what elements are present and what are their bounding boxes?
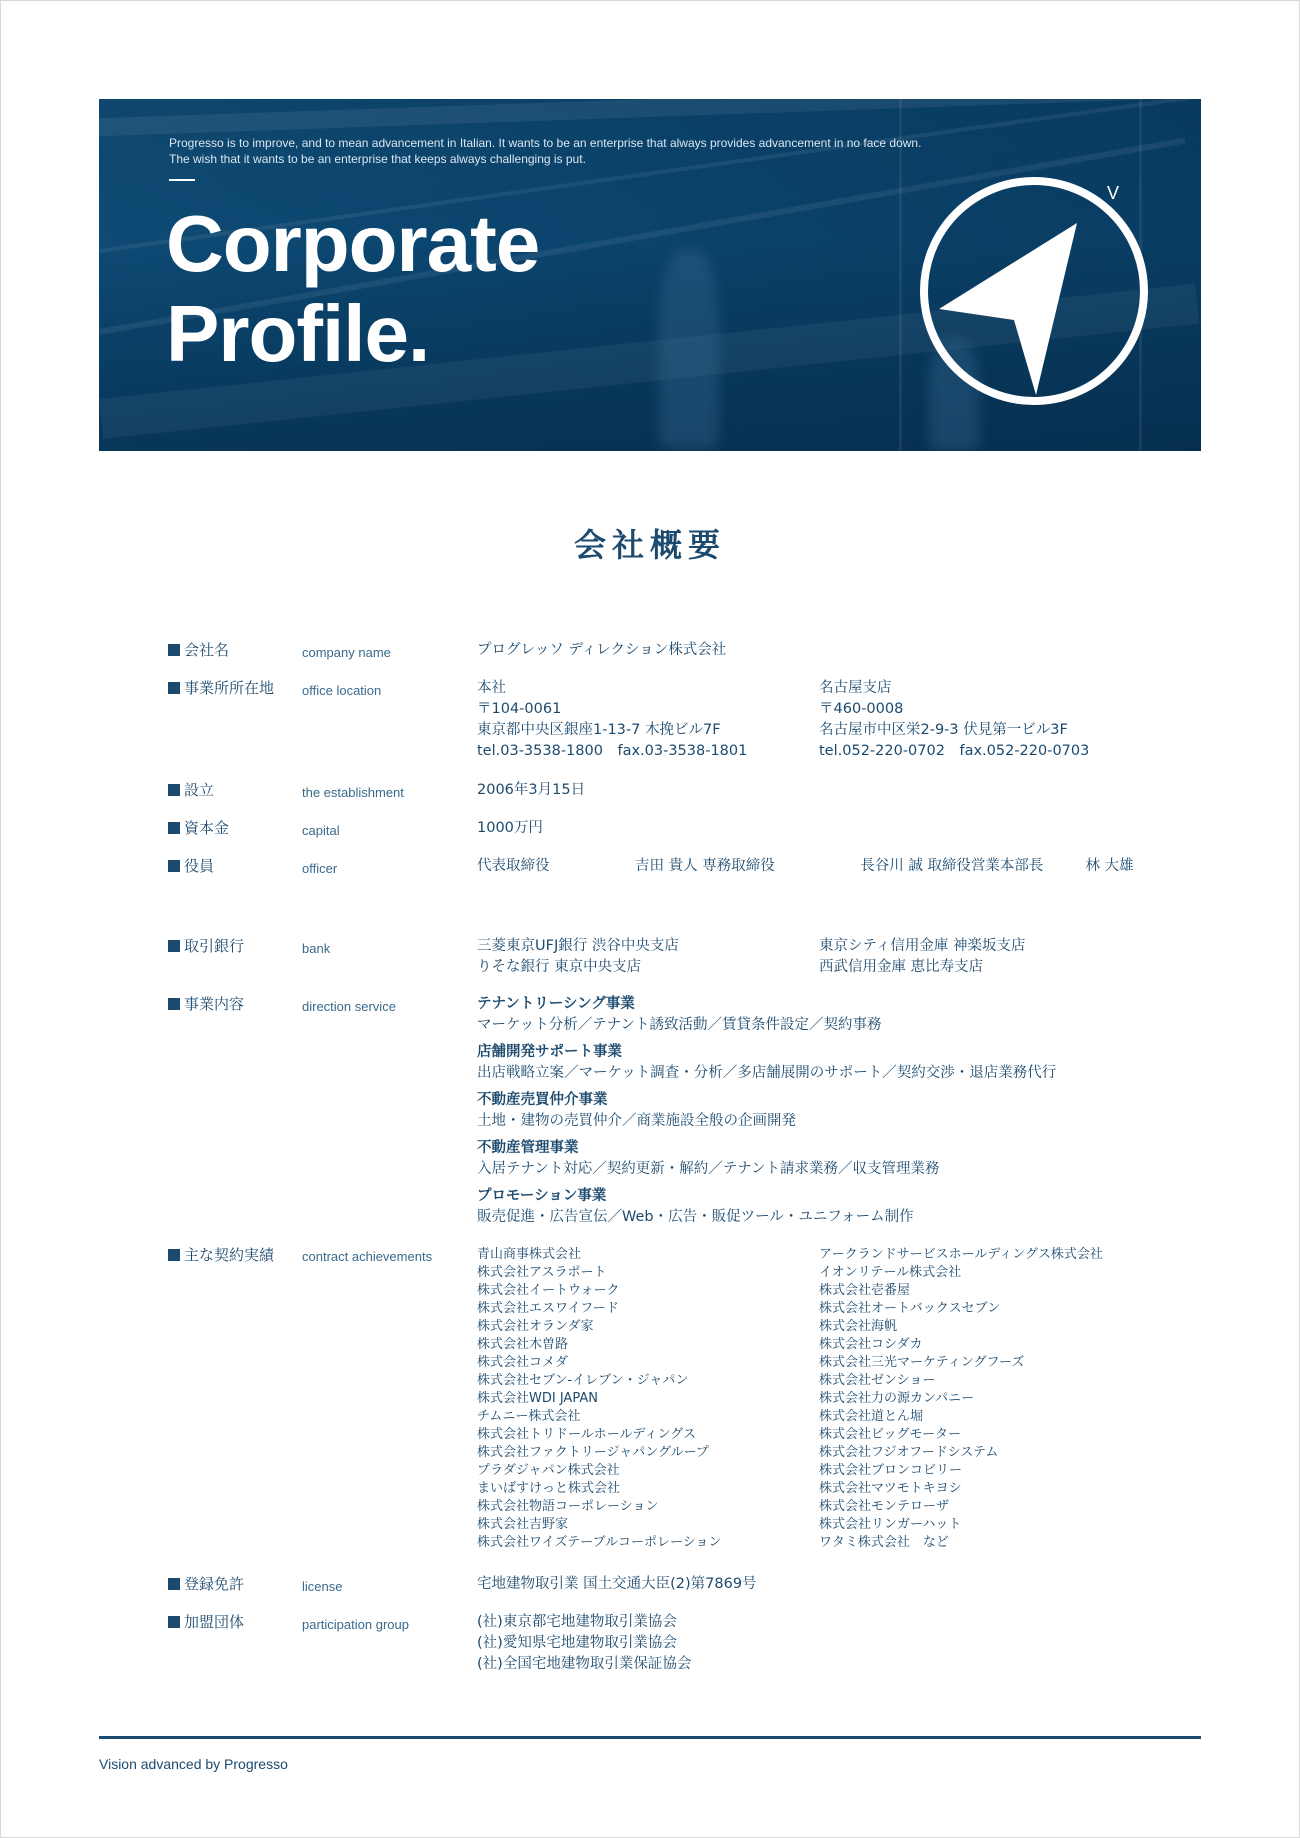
contract-item: アークランドサービスホールディングス株式会社 — [819, 1247, 1103, 1262]
service-list — [477, 994, 1056, 1234]
group-list — [477, 1612, 691, 1675]
footer-tagline: Vision advanced by Progresso — [99, 1756, 288, 1772]
contract-item: イオンリテール株式会社 — [819, 1265, 962, 1280]
service-desc: 出店戦略立案／マーケット調査・分析／多店舗展開のサポート／契約交渉・退店業務代行 — [477, 1065, 1057, 1081]
service-title: テナントリーシング事業 — [477, 996, 635, 1012]
contract-item: 株式会社ゼンショー — [819, 1373, 936, 1388]
contract-item: 株式会社木曽路 — [477, 1337, 569, 1352]
contract-item: 株式会社モンテローザ — [819, 1499, 950, 1514]
branch-office — [819, 678, 1089, 762]
service-desc: 土地・建物の売買仲介／商業施設全般の企画開発 — [477, 1113, 796, 1129]
compass-logo-icon — [914, 171, 1154, 411]
contract-item: 株式会社コシダカ — [819, 1337, 923, 1352]
bank-col1 — [477, 936, 679, 978]
contract-item: 株式会社フジオフードシステム — [819, 1445, 999, 1460]
row-label: 事業所所在地 — [168, 678, 274, 699]
row-label: 主な契約実績 — [168, 1246, 274, 1264]
row-label: 加盟団体 — [168, 1612, 244, 1633]
contract-item: 株式会社ブロンコビリー — [819, 1463, 963, 1478]
contract-item: 株式会社ビッグモーター — [819, 1427, 961, 1442]
officer-name: 吉田 貴人 — [635, 858, 698, 874]
office-zip: 〒104-0061 — [477, 701, 562, 717]
service-title: 不動産売買仲介事業 — [477, 1092, 608, 1108]
row-label: 役員 — [168, 856, 214, 877]
bank-col2 — [819, 936, 1025, 978]
contract-item: 株式会社エスワイフード — [477, 1301, 619, 1316]
intro-divider — [169, 179, 195, 181]
row-label-en: capital — [302, 823, 340, 838]
bank-item: りそな銀行 東京中央支店 — [477, 959, 642, 975]
row-label-en: officer — [302, 861, 338, 876]
officer-item — [477, 856, 698, 877]
officer-list — [477, 856, 1134, 877]
row-label: 資本金 — [168, 818, 229, 839]
row-label-en: office location — [302, 683, 382, 698]
office-zip: 〒460-0008 — [819, 701, 904, 717]
contract-item: 株式会社力の源カンパニー — [819, 1391, 975, 1406]
officer-item — [702, 856, 923, 877]
bank-item: 三菱東京UFJ銀行 渋谷中央支店 — [477, 938, 679, 954]
row-label: 事業内容 — [168, 994, 244, 1015]
contract-item: 青山商事株式会社 — [477, 1247, 582, 1262]
contract-item: 株式会社WDI JAPAN — [477, 1391, 598, 1406]
hero-title — [166, 199, 539, 379]
contract-item: 株式会社オートバックスセブン — [819, 1301, 1001, 1316]
contract-item: チムニー株式会社 — [477, 1409, 581, 1424]
officer-role: 専務取締役 — [702, 858, 775, 874]
group-item: (社)全国宅地建物取引業保証協会 — [477, 1656, 692, 1672]
contract-item: 株式会社イートウォーク — [477, 1283, 620, 1298]
contract-item: 株式会社オランダ家 — [477, 1319, 594, 1334]
footer-divider — [99, 1736, 1201, 1739]
officer-name: 長谷川 誠 — [860, 858, 923, 874]
contract-item: 株式会社壱番屋 — [819, 1283, 911, 1298]
contracts-col2 — [819, 1246, 1103, 1552]
row-label-en: company name — [302, 645, 391, 660]
contract-item: 株式会社ワイズテーブルコーポレーション — [477, 1535, 722, 1550]
contract-item: 株式会社コメダ — [477, 1355, 569, 1370]
contract-item: 株式会社道とん堀 — [819, 1409, 924, 1424]
established-value: 2006年3月15日 — [477, 782, 586, 798]
contract-item: まいばすけっと株式会社 — [477, 1481, 621, 1496]
bank-item: 西武信用金庫 恵比寿支店 — [819, 959, 984, 975]
row-label-en: direction service — [302, 999, 396, 1014]
service-desc: マーケット分析／テナント誘致活動／賃貸条件設定／契約事務 — [477, 1017, 882, 1033]
office-address: 東京都中央区銀座1-13-7 木挽ビル7F — [477, 722, 721, 738]
contract-item: 株式会社アスラポート — [477, 1265, 607, 1280]
office-address: 名古屋市中区栄2-9-3 伏見第一ビル3F — [819, 722, 1068, 738]
row-label: 取引銀行 — [168, 936, 244, 957]
service-desc: 販売促進・広告宣伝／Web・広告・販促ツール・ユニフォーム制作 — [477, 1209, 914, 1225]
office-name: 本社 — [477, 680, 506, 696]
contract-item: 株式会社トリドールホールディングス — [477, 1427, 697, 1442]
contract-item: 株式会社セブン-イレブン・ジャパン — [477, 1373, 689, 1388]
license-value: 宅地建物取引業 国土交通大臣(2)第7869号 — [477, 1576, 757, 1592]
section-title: 会社概要 — [573, 526, 726, 564]
contract-item: 株式会社マツモトキヨシ — [819, 1481, 962, 1496]
group-item: (社)愛知県宅地建物取引業協会 — [477, 1635, 677, 1651]
capital-value: 1000万円 — [477, 820, 543, 836]
service-desc: 入居テナント対応／契約更新・解約／テナント請求業務／収支管理業務 — [477, 1161, 940, 1177]
row-label-en: participation group — [302, 1617, 409, 1632]
officer-role: 取締役営業本部長 — [927, 858, 1044, 874]
contract-item: 株式会社吉野家 — [477, 1517, 569, 1532]
row-label: 設立 — [168, 780, 214, 801]
contract-item: 株式会社三光マーケティングフーズ — [819, 1355, 1025, 1370]
row-label: 登録免許 — [168, 1574, 244, 1595]
row-label-en: contract achievements — [302, 1249, 433, 1264]
office-tel: tel.03-3538-1800 fax.03-3538-1801 — [477, 743, 748, 759]
group-item: (社)東京都宅地建物取引業協会 — [477, 1614, 677, 1630]
officer-role: 代表取締役 — [477, 858, 550, 874]
hero-intro: Progresso is to improve, and to mean advancement in Italian. It wants to be an enterprise that always provides advancement in no face down. The wish that it wants to be an enterprise that keeps always challenging is put. — [169, 136, 922, 166]
contract-item: ワタミ株式会社 など — [819, 1535, 949, 1550]
service-title: 不動産管理事業 — [477, 1140, 579, 1156]
row-label-en: the establishment — [302, 785, 404, 800]
officer-item — [927, 856, 1133, 877]
row-label: 会社名 — [168, 640, 229, 661]
officer-name: 林 大雄 — [1085, 858, 1134, 874]
contracts-col1 — [477, 1246, 722, 1552]
hero-title-line2: Profile. — [166, 289, 430, 378]
contract-item: 株式会社海帆 — [819, 1319, 898, 1334]
company-name-value: プログレッソ ディレクション株式会社 — [477, 642, 727, 658]
service-title: プロモーション事業 — [477, 1188, 607, 1204]
head-office — [477, 678, 747, 762]
contract-item: プラダジャパン株式会社 — [477, 1463, 620, 1478]
figure-silhouette — [659, 249, 719, 449]
contract-item: 株式会社物語コーポレーション — [477, 1499, 659, 1514]
office-name: 名古屋支店 — [819, 680, 892, 696]
bank-item: 東京シティ信用金庫 神楽坂支店 — [819, 938, 1026, 954]
compass-mark: V — [1107, 183, 1120, 203]
row-label-en: license — [302, 1579, 343, 1594]
contract-item: 株式会社リンガーハット — [819, 1517, 962, 1532]
hero-banner — [99, 99, 1201, 451]
office-tel: tel.052-220-0702 fax.052-220-0703 — [819, 743, 1090, 759]
hero-title-line1: Corporate — [166, 199, 540, 288]
row-label-en: bank — [302, 941, 331, 956]
contract-item: 株式会社ファクトリージャパングループ — [477, 1445, 709, 1460]
service-title: 店舗開発サポート事業 — [477, 1044, 622, 1060]
